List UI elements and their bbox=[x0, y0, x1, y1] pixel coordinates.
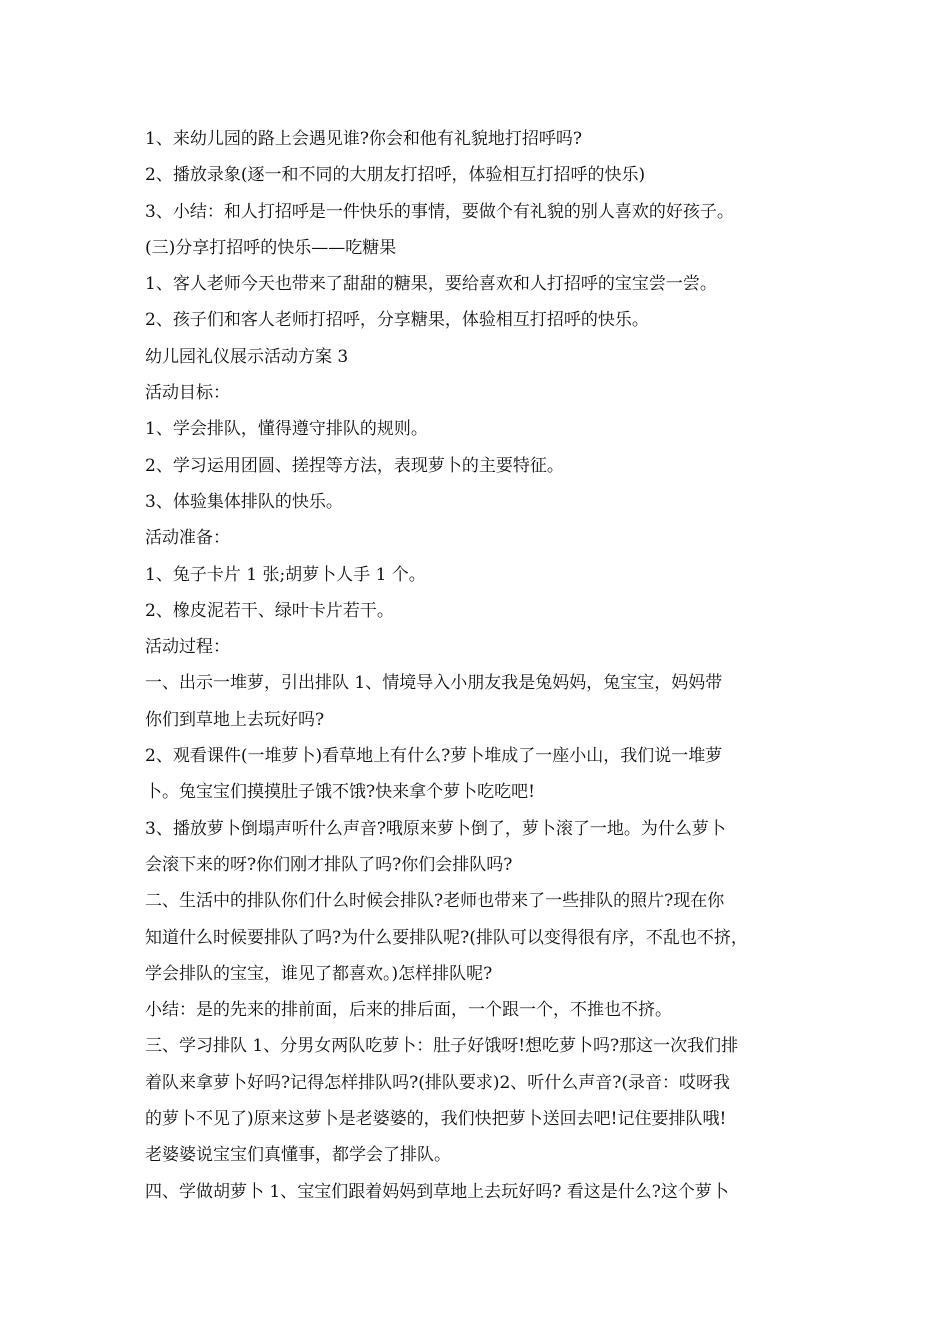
text-line: 3、体验集体排队的快乐。 bbox=[145, 491, 343, 512]
text-line: 会滚下来的呀?你们刚才排队了吗?你们会排队吗? bbox=[145, 854, 513, 875]
section-heading: 活动过程： bbox=[145, 637, 230, 658]
text-line: 1、客人老师今天也带来了甜甜的糖果，要给喜欢和人打招呼的宝宝尝一尝。 bbox=[145, 274, 717, 295]
text-line: 小结：是的先来的排前面，后来的排后面，一个跟一个，不推也不挤。 bbox=[145, 1000, 672, 1021]
text-line: 2、观看课件(一堆萝卜)看草地上有什么?萝卜堆成了一座小山，我们说一堆萝 bbox=[145, 746, 723, 767]
text-line: 1、兔子卡片 1 张;胡萝卜人手 1 个。 bbox=[145, 564, 426, 585]
text-line: 一、出示一堆萝，引出排队 1、情境导入小朋友我是兔妈妈，兔宝宝，妈妈带 bbox=[145, 673, 723, 694]
text-line: 的萝卜不见了)原来这萝卜是老婆婆的，我们快把萝卜送回去吧!记住要排队哦! bbox=[145, 1109, 727, 1130]
text-line: 知道什么时候要排队了吗?为什么要排队呢?(排队可以变得很有序，不乱也不挤， bbox=[145, 927, 748, 948]
text-line: 1、学会排队，懂得遵守排队的规则。 bbox=[145, 419, 428, 440]
text-line: 2、孩子们和客人老师打招呼，分享糖果，体验相互打招呼的快乐。 bbox=[145, 310, 649, 331]
text-line: 三、学习排队 1、分男女两队吃萝卜：肚子好饿呀!想吃萝卜吗?那这一次我们排 bbox=[145, 1036, 739, 1057]
text-line: 2、橡皮泥若干、绿叶卡片若干。 bbox=[145, 600, 394, 621]
document-title: 幼儿园礼仪展示活动方案 3 bbox=[145, 346, 349, 367]
text-line: 着队来拿萝卜好吗?记得怎样排队吗?(排队要求)2、听什么声音?(录音：哎呀我 bbox=[145, 1072, 731, 1093]
section-heading: 活动准备： bbox=[145, 528, 230, 549]
text-line: 3、小结：和人打招呼是一件快乐的事情，要做个有礼貌的别人喜欢的好孩子。 bbox=[145, 201, 734, 222]
text-line: 卜。兔宝宝们摸摸肚子饿不饿?快来拿个萝卜吃吃吧! bbox=[145, 782, 535, 803]
text-line: 学会排队的宝宝，谁见了都喜欢。)怎样排队呢? bbox=[145, 963, 493, 984]
section-heading: (三)分享打招呼的快乐——吃糖果 bbox=[145, 237, 397, 258]
text-line: 你们到草地上去玩好吗? bbox=[145, 709, 325, 730]
text-line: 2、学习运用团圆、搓捏等方法，表现萝卜的主要特征。 bbox=[145, 455, 564, 476]
section-heading: 活动目标： bbox=[145, 383, 230, 404]
text-line: 四、学做胡萝卜 1、宝宝们跟着妈妈到草地上去玩好吗? 看这是什么?这个萝卜 bbox=[145, 1181, 729, 1202]
text-line: 二、生活中的排队你们什么时候会排队?老师也带来了一些排队的照片?现在你 bbox=[145, 891, 725, 912]
text-line: 1、来幼儿园的路上会遇见谁?你会和他有礼貌地打招呼吗? bbox=[145, 129, 583, 149]
text-line: 3、播放萝卜倒塌声听什么声音?哦原来萝卜倒了，萝卜滚了一地。为什么萝卜 bbox=[145, 818, 726, 839]
text-line: 2、播放录象(逐一和不同的大朋友打招呼，体验相互打招呼的快乐) bbox=[145, 165, 646, 186]
text-line: 老婆婆说宝宝们真懂事，都学会了排队。 bbox=[145, 1145, 451, 1166]
document-body bbox=[145, 121, 815, 1210]
